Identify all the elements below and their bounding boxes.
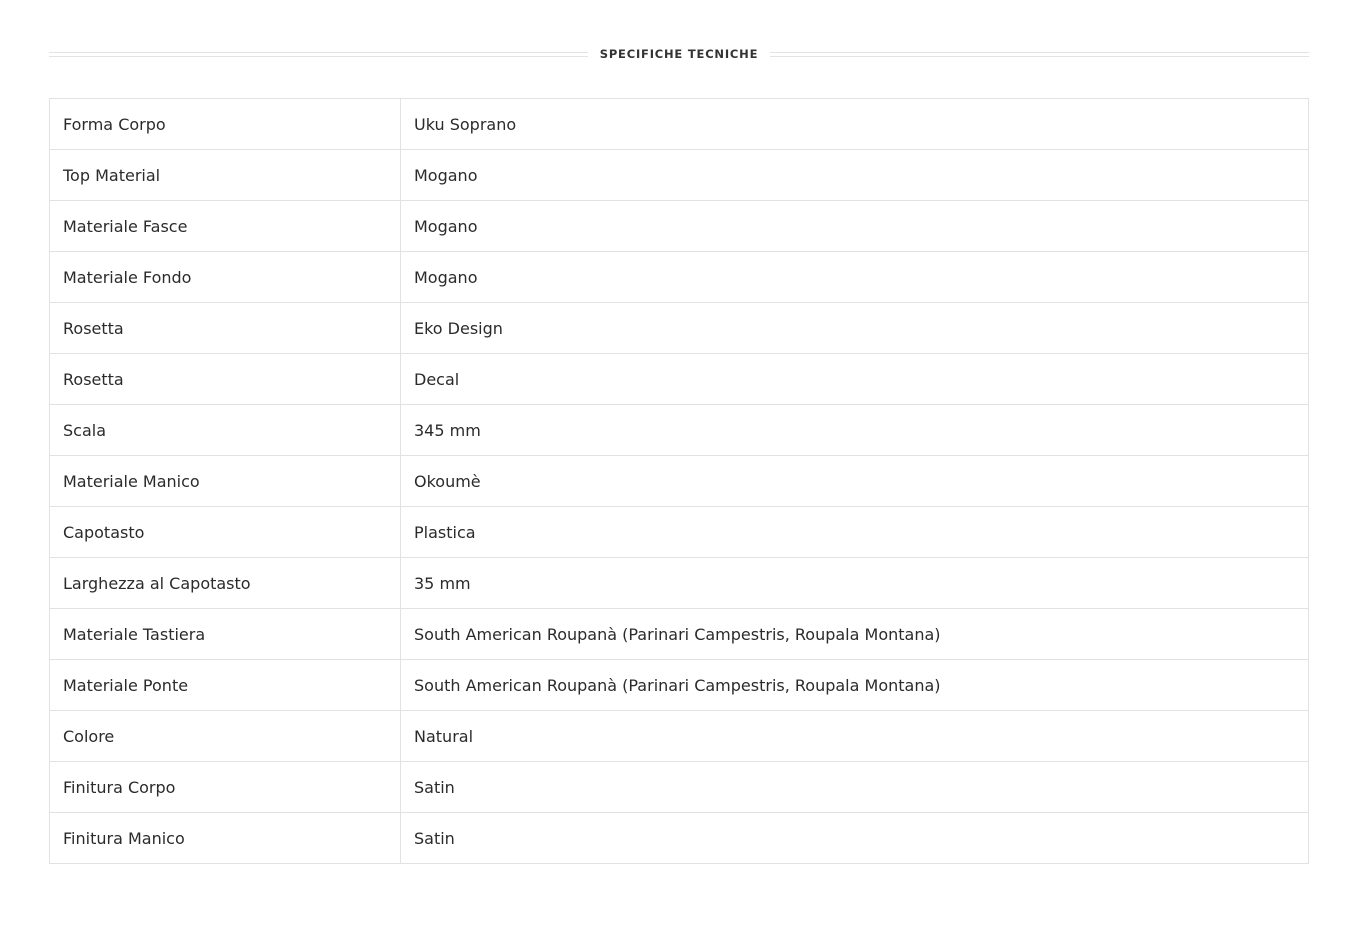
spec-value: South American Roupanà (Parinari Campestris, Roupala Montana)	[401, 660, 1309, 711]
spec-row	[50, 558, 1309, 609]
spec-row	[50, 150, 1309, 201]
spec-value: Plastica	[401, 507, 1309, 558]
spec-value: Natural	[401, 711, 1309, 762]
spec-row	[50, 456, 1309, 507]
heading-divider-left	[49, 52, 588, 57]
spec-row	[50, 609, 1309, 660]
specs-table	[49, 98, 1309, 864]
spec-row	[50, 507, 1309, 558]
spec-label: Materiale Ponte	[50, 660, 401, 711]
spec-value: Decal	[401, 354, 1309, 405]
section-heading	[49, 44, 1309, 64]
spec-row	[50, 99, 1309, 150]
spec-value: Mogano	[401, 150, 1309, 201]
spec-label: Rosetta	[50, 354, 401, 405]
spec-value: Uku Soprano	[414, 114, 517, 134]
spec-row	[50, 201, 1309, 252]
spec-value: South American Roupanà (Parinari Campestris, Roupala Montana)	[401, 609, 1309, 660]
spec-row	[50, 660, 1309, 711]
spec-label: Materiale Manico	[50, 456, 401, 507]
spec-value: Mogano	[401, 201, 1309, 252]
spec-value: Eko Design	[401, 303, 1309, 354]
spec-label: Materiale Fasce	[50, 201, 401, 252]
section-title: SPECIFICHE TECNICHE	[599, 47, 759, 61]
spec-row	[50, 813, 1309, 864]
spec-value: 35 mm	[401, 558, 1309, 609]
spec-label: Finitura Manico	[50, 813, 401, 864]
spec-value: Satin	[401, 762, 1309, 813]
spec-row	[50, 711, 1309, 762]
spec-label: Materiale Tastiera	[50, 609, 401, 660]
spec-label: Finitura Corpo	[50, 762, 401, 813]
heading-divider-right	[770, 52, 1309, 57]
spec-value: 345 mm	[401, 405, 1309, 456]
spec-label: Materiale Fondo	[50, 252, 401, 303]
spec-row	[50, 252, 1309, 303]
spec-label: Larghezza al Capotasto	[50, 558, 401, 609]
spec-row	[50, 405, 1309, 456]
spec-value: Okoumè	[401, 456, 1309, 507]
spec-value: Satin	[401, 813, 1309, 864]
spec-row	[50, 303, 1309, 354]
spec-value: Mogano	[401, 252, 1309, 303]
spec-label: Colore	[50, 711, 401, 762]
spec-label: Capotasto	[50, 507, 401, 558]
spec-row	[50, 354, 1309, 405]
spec-row	[50, 762, 1309, 813]
spec-label: Scala	[50, 405, 401, 456]
spec-label: Forma Corpo	[50, 99, 401, 150]
spec-label: Top Material	[50, 150, 401, 201]
spec-label: Rosetta	[50, 303, 401, 354]
